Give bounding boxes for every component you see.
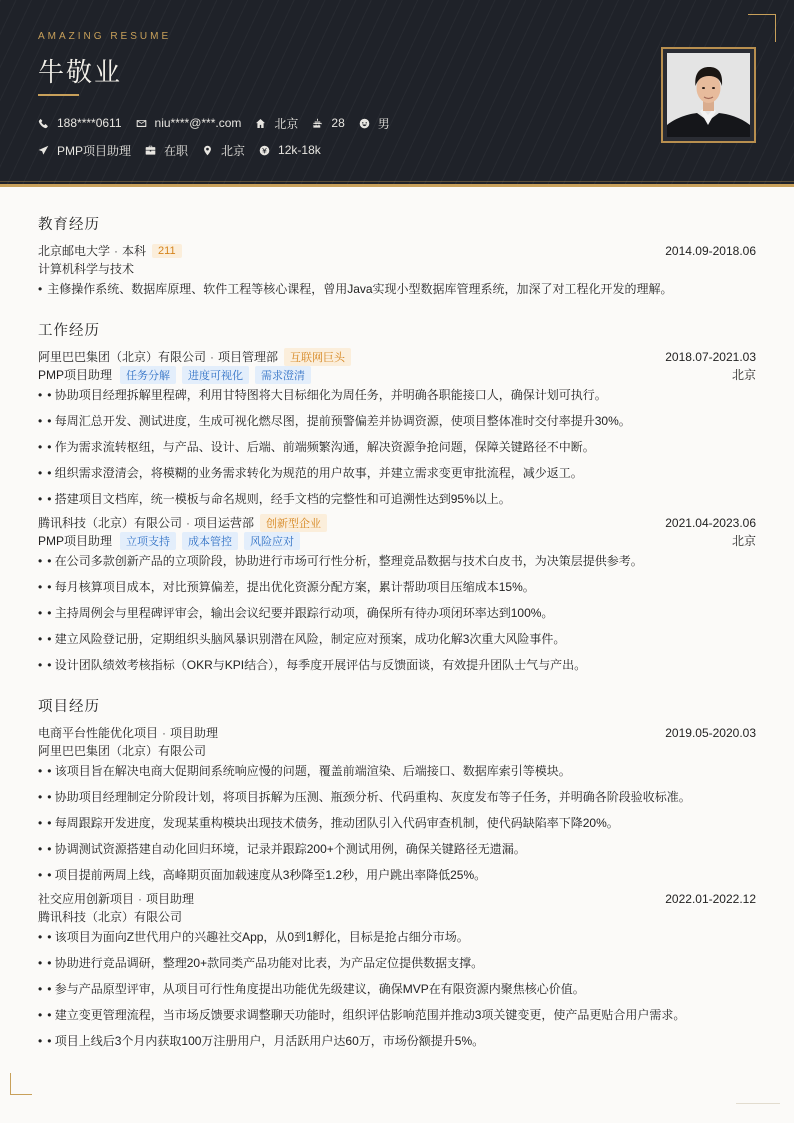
work-role-line: [38, 366, 756, 383]
bullet-dot: •: [38, 605, 43, 620]
skill-tag: 风险应对: [244, 532, 300, 550]
age-text: 28: [331, 116, 345, 130]
school-tag: 211: [152, 244, 182, 258]
list-item: [38, 1006, 756, 1023]
bullet-text: • 参与产品原型评审，从项目可行性角度提出功能优先级建议，确保MVP在有限资源内聚焦核心价值。: [47, 982, 585, 996]
work-dates: 2018.07-2021.03: [665, 349, 756, 364]
age-item: [312, 115, 344, 131]
bullet-text: • 每周跟踪开发进度，发现某重构模块出现技术债务，推动团队引入代码审查机制，使代码缺陷率下降20%。: [47, 816, 619, 830]
candidate-name: 牛敬业: [38, 57, 123, 87]
separator: ·: [162, 725, 167, 740]
work-section-title: 工作经历: [38, 323, 100, 339]
skill-tag: 成本管控: [182, 532, 238, 550]
bullet-text: • 每周汇总开发、测试进度，生成可视化燃尽图，提前预警偏差并协调资源，使项目整体准时交付率提升30%。: [47, 414, 631, 428]
bullet-dot: •: [38, 439, 43, 454]
salary-item: [259, 142, 321, 158]
list-item: [38, 656, 756, 673]
skill-tag: 任务分解: [120, 366, 176, 384]
company-name: 阿里巴巴集团（北京）有限公司: [38, 350, 207, 364]
list-item: [38, 980, 756, 997]
role-text: PMP项目助理: [57, 143, 132, 158]
project-dates: 2022.01-2022.12: [665, 891, 756, 906]
bullet-text: • 该项目为面向Z世代用户的兴趣社交App，从0到1孵化，目标是抢占细分市场。: [47, 930, 469, 944]
hometown-text: 北京: [274, 116, 299, 131]
bullet-dot: •: [38, 955, 43, 970]
degree: 本科: [122, 244, 147, 258]
bullet-text: • 作为需求流转枢纽，与产品、设计、后端、前端频繁沟通，解决资源争抢问题，保障关键路径不中断。: [47, 440, 595, 454]
bullet-dot: •: [38, 491, 43, 506]
work-location: 北京: [731, 534, 756, 548]
project-role: 项目助理: [170, 726, 219, 740]
project-dates: 2019.05-2020.03: [665, 725, 756, 740]
bullet-dot: •: [38, 763, 43, 778]
bullet-text: 主修操作系统、数据库原理、软件工程等核心课程，曾用Java实现小型数据库管理系统，加深了对工程化开发的理解。: [47, 282, 673, 296]
bullet-dot: •: [38, 413, 43, 428]
list-item: [38, 866, 756, 883]
gender-item: [359, 115, 390, 131]
project-company-line: [38, 908, 756, 925]
phone-text: 188****0611: [57, 116, 122, 130]
department: 项目运营部: [194, 516, 255, 530]
city-text: 北京: [221, 143, 246, 158]
bullet-dot: •: [38, 631, 43, 646]
project-name: 电商平台性能优化项目: [38, 726, 159, 740]
list-item: [38, 280, 756, 297]
status-item: [145, 142, 188, 158]
separator: ·: [210, 349, 215, 364]
bullet-text: • 主持周例会与里程碑评审会，输出会议纪要并跟踪行动项，确保所有待办项闭环率达到100%。: [47, 606, 554, 620]
cake-icon: [312, 118, 323, 129]
bullet-dot: •: [38, 841, 43, 856]
list-item: [38, 928, 756, 945]
project-name: 社交应用创新项目: [38, 892, 135, 906]
status-text: 在职: [164, 143, 189, 158]
send-icon: [38, 145, 49, 156]
money-icon: [259, 145, 270, 156]
company-tag: 创新型企业: [260, 514, 327, 532]
list-item: [38, 438, 756, 455]
email-item: [136, 115, 242, 131]
separator: ·: [114, 243, 119, 258]
phone-item: [38, 115, 122, 131]
list-item: [38, 490, 756, 507]
education-dates: 2014.09-2018.06: [665, 243, 756, 258]
major: 计算机科学与技术: [38, 262, 135, 276]
skill-tag: 立项支持: [120, 532, 176, 550]
work-role-line: [38, 532, 756, 549]
bullet-dot: •: [38, 981, 43, 996]
list-item: [38, 578, 756, 595]
project-company-line: [38, 742, 756, 759]
list-item: [38, 630, 756, 647]
list-item: [38, 604, 756, 621]
profile-photo: [661, 47, 756, 143]
project-header-line: [38, 724, 756, 741]
bullet-text: • 项目提前两周上线，高峰期页面加载速度从3秒降至1.2秒，用户跳出率降低25%。: [47, 868, 487, 882]
footer-rule: [736, 1103, 780, 1104]
projects-section-title: 项目经历: [38, 699, 100, 715]
list-item: [38, 814, 756, 831]
bullet-dot: •: [38, 465, 43, 480]
work-header-line: [38, 348, 756, 365]
project-company: 腾讯科技（北京）有限公司: [38, 910, 183, 924]
bullet-text: • 协助项目经理拆解里程碑，利用甘特图将大目标细化为周任务，并明确各职能接口人，确保计划可执行。: [47, 388, 607, 402]
list-item: [38, 464, 756, 481]
briefcase-icon: [145, 145, 156, 156]
project-company: 阿里巴巴集团（北京）有限公司: [38, 744, 207, 758]
bullet-dot: •: [38, 1033, 43, 1048]
bullet-text: • 建立变更管理流程，当市场反馈要求调整聊天功能时，组织评估影响范围并推动3项关键变更，使产品更贴合用户需求。: [47, 1008, 686, 1022]
corner-ornament: [10, 1073, 32, 1095]
work-header-line: [38, 514, 756, 531]
bullet-dot: •: [38, 1007, 43, 1022]
list-item: [38, 954, 756, 971]
bullet-text: • 设计团队绩效考核指标（OKR与KPI结合），每季度开展评估与反馈面谈，有效提升团队士气与产出。: [47, 658, 587, 672]
bullet-text: • 组织需求澄清会，将模糊的业务需求转化为规范的用户故事，并建立需求变更审批流程，减少返工。: [47, 466, 583, 480]
list-item: [38, 552, 756, 569]
bullet-dot: •: [38, 387, 43, 402]
bullet-dot: •: [38, 553, 43, 568]
bullet-dot: •: [38, 789, 43, 804]
salary-text: 12k-18k: [278, 143, 321, 157]
avatar: [667, 53, 750, 137]
work-location: 北京: [731, 368, 756, 382]
bullet-text: • 每月核算项目成本，对比预算偏差，提出优化资源分配方案，累计帮助项目压缩成本15%。: [47, 580, 535, 594]
school-name: 北京邮电大学: [38, 244, 111, 258]
bullet-text: • 项目上线后3个月内获取100万注册用户，月活跃用户达60万，市场份额提升5%。: [47, 1034, 485, 1048]
email-text: niu****@***.com: [154, 116, 242, 130]
list-item: [38, 840, 756, 857]
bullet-text: • 在公司多款创新产品的立项阶段，协助进行市场可行性分析，整理竞品数据与技术白皮书，为决策层提供参考。: [47, 554, 643, 568]
project-role: 项目助理: [146, 892, 195, 906]
bullet-text: • 协助项目经理制定分阶段计划，将项目拆解为压测、瓶颈分析、代码重构、灰度发布等子任务，并明确各阶段验收标准。: [47, 790, 691, 804]
separator: ·: [138, 891, 143, 906]
city-item: [202, 142, 245, 158]
list-item: [38, 412, 756, 429]
corner-ornament: [748, 14, 776, 42]
gender-text: 男: [377, 116, 390, 131]
hometown-item: [255, 115, 298, 131]
work-dates: 2021.04-2023.06: [665, 515, 756, 530]
header-kicker: AMAZING RESUME: [38, 31, 172, 42]
bullet-text: • 该项目旨在解决电商大促期间系统响应慢的问题，覆盖前端渲染、后端接口、数据库索引等模块。: [47, 764, 571, 778]
mail-icon: [136, 118, 147, 129]
role-item: [38, 142, 131, 158]
bullet-text: • 搭建项目文档库，统一模板与命名规则，经手文档的完整性和可追溯性达到95%以上。: [47, 492, 511, 506]
bullet-dot: •: [38, 929, 43, 944]
company-name: 腾讯科技（北京）有限公司: [38, 516, 183, 530]
home-icon: [255, 118, 266, 129]
department: 项目管理部: [218, 350, 279, 364]
education-major-line: [38, 260, 756, 277]
company-tag: 互联网巨头: [284, 348, 351, 366]
job-role: PMP项目助理: [38, 368, 113, 382]
job-role: PMP项目助理: [38, 534, 113, 548]
resume-header: [0, 0, 794, 187]
skill-tag: 需求澄清: [255, 366, 311, 384]
bullet-dot: •: [38, 579, 43, 594]
education-header-line: [38, 242, 756, 259]
education-section-title: 教育经历: [38, 217, 100, 233]
name-underline: [38, 94, 79, 96]
job-intent-row: [38, 142, 335, 158]
project-header-line: [38, 890, 756, 907]
list-item: [38, 386, 756, 403]
bullet-text: • 协调测试资源搭建自动化回归环境，记录并跟踪200+个测试用例，确保关键路径无遗漏。: [47, 842, 526, 856]
skill-tag: 进度可视化: [182, 366, 249, 384]
face-icon: [359, 118, 370, 129]
bullet-text: • 协助进行竞品调研，整理20+款同类产品功能对比表，为产品定位提供数据支撑。: [47, 956, 484, 970]
bullet-dot: •: [38, 867, 43, 882]
bullet-dot: •: [38, 815, 43, 830]
bullet-text: • 建立风险登记册，定期组织头脑风暴识别潜在风险，制定应对预案，成功化解3次重大风险事件。: [47, 632, 566, 646]
location-pin-icon: [202, 145, 213, 156]
contact-row: [38, 115, 404, 131]
bullet-dot: •: [38, 281, 43, 296]
list-item: [38, 1032, 756, 1049]
phone-icon: [38, 118, 49, 129]
list-item: [38, 788, 756, 805]
bullet-dot: •: [38, 657, 43, 672]
list-item: [38, 762, 756, 779]
separator: ·: [186, 515, 191, 530]
